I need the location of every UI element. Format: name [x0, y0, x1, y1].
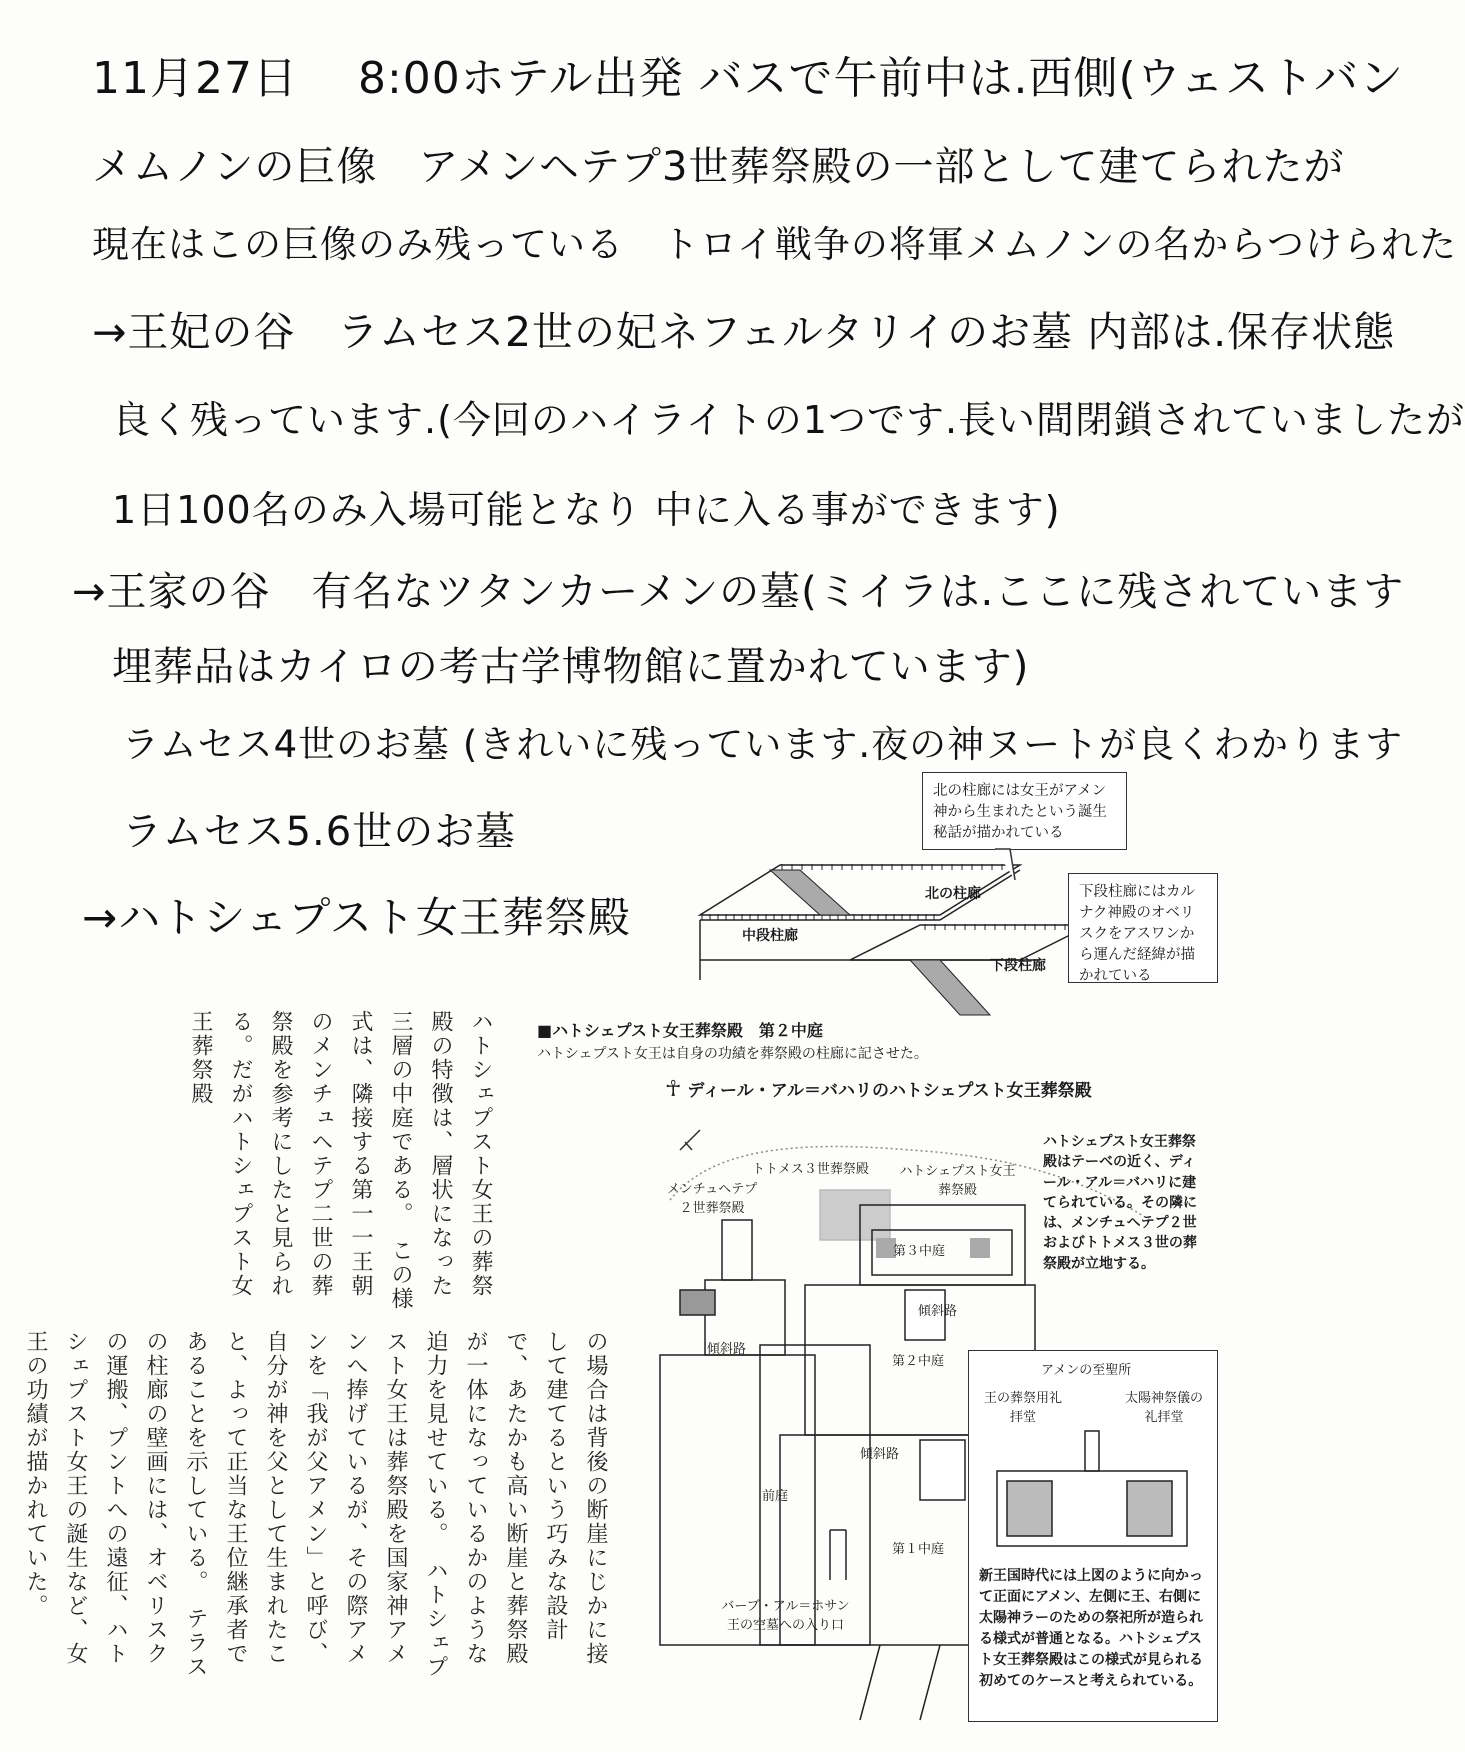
label-hatshepsut-temple: ハトシェプスト女王葬祭殿 [899, 1164, 1016, 1198]
terrace-caption-title: ■ハトシェプスト女王葬祭殿 第２中庭 [537, 1021, 823, 1040]
plan-side-note: ハトシェプスト女王葬祭殿はテーベの近く、ディール・アル＝バハリに建てられている。その隣には、メンチュヘテプ２世およびトトメス３世の葬祭殿が立地する。 [1043, 1134, 1197, 1272]
plan-title-text: ディール・アル＝バハリのハトシェプスト女王葬祭殿 [687, 1081, 1092, 1101]
label-north-colonnade: 北の柱廊 [925, 886, 981, 902]
note-line-memnon-2: 現在はこの巨像のみ残っている トロイ戦争の将軍メムノンの名からつけられた [92, 223, 1458, 266]
sanctuary-inset [968, 1350, 1218, 1722]
callout-pointer [960, 845, 1160, 925]
label-lower-colonnade: 下段柱廊 [990, 958, 1046, 974]
label-tomb-entrance: バーブ・アル＝ホサン王の空墓への入り口 [721, 1599, 850, 1633]
note-line-kings-valley: →王家の谷 有名なツタンカーメンの墓(ミイラは.ここに残されています [72, 569, 1405, 615]
callout-north-colonnade: 北の柱廊には女王がアメン神から生まれたという誕生秘話が描かれている [922, 772, 1127, 850]
label-middle-colonnade: 中段柱廊 [742, 928, 798, 944]
label-court2: 第２中庭 [892, 1354, 945, 1369]
ankh-icon: ☥ [665, 1077, 682, 1102]
note-line-date: 11月27日 8:00ホテル出発 バスで午前中は.西側(ウェストバン [92, 53, 1405, 104]
inset-label-sun-chapel: 太陽神祭儀の礼拝堂 [1124, 1391, 1203, 1425]
inset-label-royal-chapel: 王の葬祭用礼拝堂 [983, 1391, 1062, 1425]
label-court3: 第３中庭 [893, 1244, 946, 1259]
note-line-kings-valley-2: 埋葬品はカイロの考古学博物館に置かれています) [112, 644, 1030, 690]
label-forecourt: 前庭 [762, 1489, 789, 1504]
plan-title [665, 1076, 1092, 1102]
note-line-queens-valley: →王妃の谷 ラムセス2世の妃ネフェルタリイのお墓 内部は.保存状態 [92, 308, 1396, 356]
label-ramp-lower: 傾斜路 [860, 1447, 900, 1462]
label-ramp-upper: 傾斜路 [918, 1304, 958, 1319]
inset-plan [977, 1421, 1207, 1551]
label-court1: 第１中庭 [892, 1542, 945, 1557]
note-line-hatshepsut: →ハトシェプスト女王葬祭殿 [82, 893, 631, 942]
article-lower-text: の場合は背後の断崖にじかに接して建てるという巧みな設計で、あたかも高い断崖と葬祭殿が一体になっているかのような迫力を見せている。 ハトシェプスト女王は葬祭殿を国家神アメンへ捧げているが、その際アメンを「我が父アメン」と呼び、自分が神を父として生まれたこと、よって正当な王位継承者であることを示している。 テラスの柱廊の壁画には、オベリスクの運搬、プントへの遠征、ハトシェプスト女王の誕生など、女王の功績が描かれていた。 [23, 1330, 608, 1679]
note-line-memnon: メムノンの巨像 アメンヘテプ3世葬祭殿の一部として建てられたが [92, 144, 1345, 190]
callout-lower-colonnade: 下段柱廊にはカルナク神殿のオベリスクをアスワンから運んだ経緯が描かれている [1068, 873, 1218, 983]
article-upper-text: ハトシェプスト女王の葬祭殿の特徴は、層状になった三層の中庭である。 この様式は、隣接する第一一王朝のメンチュヘテプ二世の葬祭殿を参考にしたと見られる。だがハトシェプスト女王葬祭殿 [188, 1010, 493, 1311]
inset-title: アメンの至聖所 [1041, 1363, 1132, 1378]
label-mentuhotep-temple: メンチュヘテプ２世葬祭殿 [666, 1182, 758, 1216]
inset-note: 新王国時代には上図のように向かって正面にアメン、左側に王、右側に太陽神ラーのための祭祀所が造られる様式が普通となる。ハトシェプスト女王葬祭殿はこの様式が見られる初めてのケースと考えられている。 [979, 1568, 1203, 1689]
note-line-queens-valley-3: 1日100名のみ入場可能となり 中に入る事ができます) [112, 488, 1061, 532]
terrace-caption-sub: ハトシェプスト女王は自身の功績を葬祭殿の柱廊に記させた。 [537, 1046, 928, 1062]
note-line-ramses56: ラムセス5.6世のお墓 [122, 809, 517, 855]
label-thutmose-temple: トトメス３世葬祭殿 [752, 1162, 869, 1177]
note-line-queens-valley-2: 良く残っています.(今回のハイライトの1つです.長い間閉鎖されていましたが [112, 398, 1465, 442]
label-ramp-left: 傾斜路 [707, 1342, 747, 1357]
note-line-ramses4: ラムセス4世のお墓 (きれいに残っています.夜の神ヌートが良くわかります [122, 723, 1404, 766]
